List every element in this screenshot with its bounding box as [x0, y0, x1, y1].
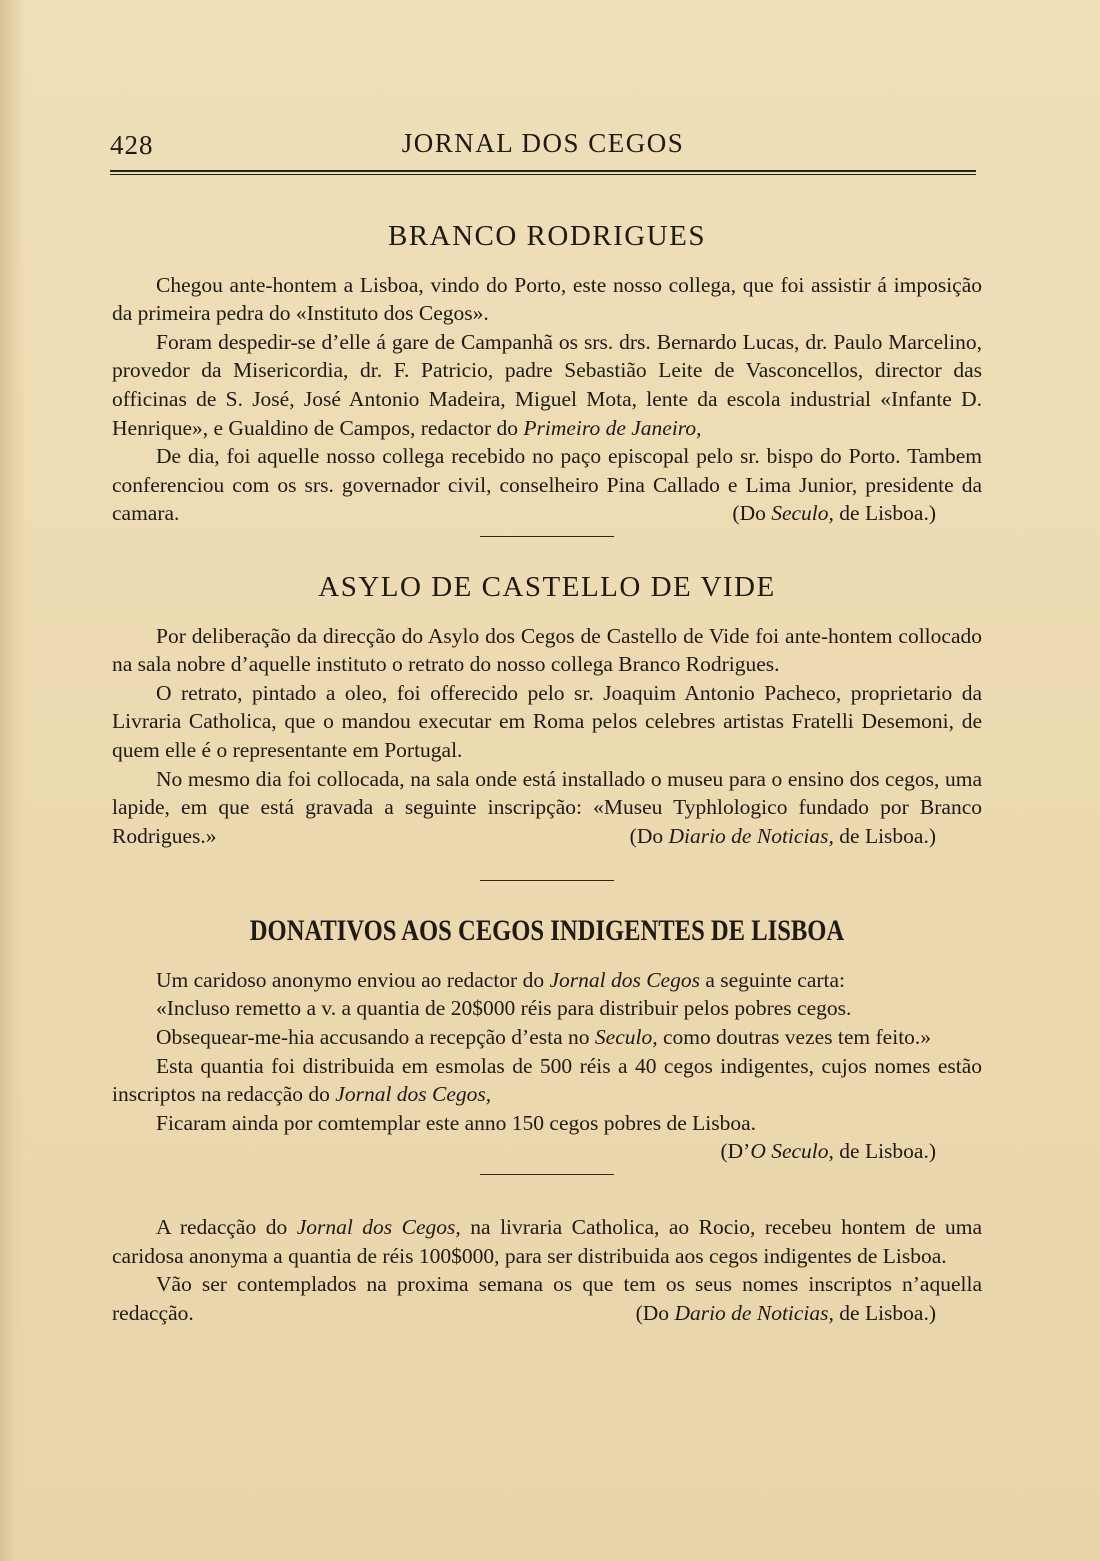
- paragraph: Ficaram ainda por comtemplar este anno 150 cegos pobres de Lisboa.: [156, 1110, 757, 1135]
- header-rule: [110, 170, 976, 175]
- paper-edge: [0, 0, 26, 1561]
- section-title-branco-rodrigues: BRANCO RODRIGUES: [387, 220, 707, 252]
- paragraph: Por deliberação da direcção do Asylo dos Cegos de Castello de Vide foi ante-hontem collocado na sala nobre d’aquelle instituto o retrato do nosso collega Branco Rodrigues.: [112, 623, 982, 677]
- separator-rule: [480, 1174, 614, 1175]
- paragraph: Esta quantia foi distribuida em esmolas de 500 réis a 40 cegos indigentes, cujos nomes estão inscriptos na redacção do Jornal dos Cegos,: [112, 1053, 982, 1107]
- page-header: [110, 124, 976, 170]
- article-body: [112, 222, 982, 1327]
- paragraph: Chegou ante-hontem a Lisboa, vindo do Porto, este nosso collega, que foi assistir á imposição da primeira pedra do «Instituto dos Cegos».: [112, 272, 982, 326]
- section-title-asylo: ASYLO DE CASTELLO DE VIDE: [318, 570, 776, 603]
- source-citation: (Do Dario de Noticias, de Lisboa.): [635, 1300, 936, 1325]
- separator-rule: [480, 536, 614, 537]
- paragraph: No mesmo dia foi collocada, na sala onde está installado o museu para o ensino dos cegos, uma lapide, em que está gravada a seguinte inscripção: «Museu Typhlologico fundado por Branco Rodrigues.» (Do Diario de Noticias, de Lisboa.): [112, 765, 982, 851]
- paragraph: Obsequear-me-hia accusando a recepção d’esta no Seculo, como doutras vezes tem feito.»: [156, 1025, 932, 1050]
- paragraph: De dia, foi aquelle nosso collega recebido no paço episcopal pelo sr. bispo do Porto. Tambem conferenciou com os srs. governador civil, conselheiro Pina Callado e Lima Junior, presidente da camara. (Do Seculo, de Lisboa.): [112, 442, 982, 528]
- running-title: JORNAL DOS CEGOS: [401, 128, 685, 158]
- paragraph: Foram despedir-se d’elle á gare de Campanhã os srs. drs. Bernardo Lucas, dr. Paulo Marcelino, provedor da Misericordia, dr. F. Patricio, padre Sebastião Leite de Vasconcellos, director das officinas de S. José, José Antonio Madeira, Miguel Mota, lente da escola industrial «Infante D. Henrique», e Gualdino de Campos, redactor do Primeiro de Janeiro,: [112, 329, 982, 440]
- source-citation: (D’O Seculo, de Lisboa.): [720, 1139, 936, 1164]
- paragraph: O retrato, pintado a oleo, foi offerecido pelo sr. Joaquim Antonio Pacheco, proprietario da Livraria Catholica, que o mandou executar em Roma pelos celebres artistas Fratelli Desemoni, de quem elle é o representante em Portugal.: [112, 680, 982, 762]
- paragraph: A redacção do Jornal dos Cegos, na livraria Catholica, ao Rocio, recebeu hontem de uma caridosa anonyma a quantia de réis 100$000, para ser distribuida aos cegos indigentes de Lisboa.: [112, 1215, 982, 1268]
- paragraph: «Incluso remetto a v. a quantia de 20$000 réis para distribuir pelos pobres cegos.: [156, 996, 852, 1021]
- paragraph: Vão ser contemplados na proxima semana os que tem os seus nomes inscriptos n’aquella redacção. (Do Dario de Noticias, de Lisboa.): [112, 1270, 982, 1327]
- source-citation: (Do Seculo, de Lisboa.): [732, 501, 936, 526]
- page-number: 428: [110, 130, 154, 160]
- separator-rule: [480, 880, 614, 881]
- section-title-donativos: DONATIVOS AOS CEGOS INDIGENTES DE LISBOA: [249, 914, 845, 948]
- source-citation: (Do Diario de Noticias, de Lisboa.): [629, 823, 936, 848]
- paragraph: Um caridoso anonymo enviou ao redactor do Jornal dos Cegos a seguinte carta:: [156, 967, 846, 992]
